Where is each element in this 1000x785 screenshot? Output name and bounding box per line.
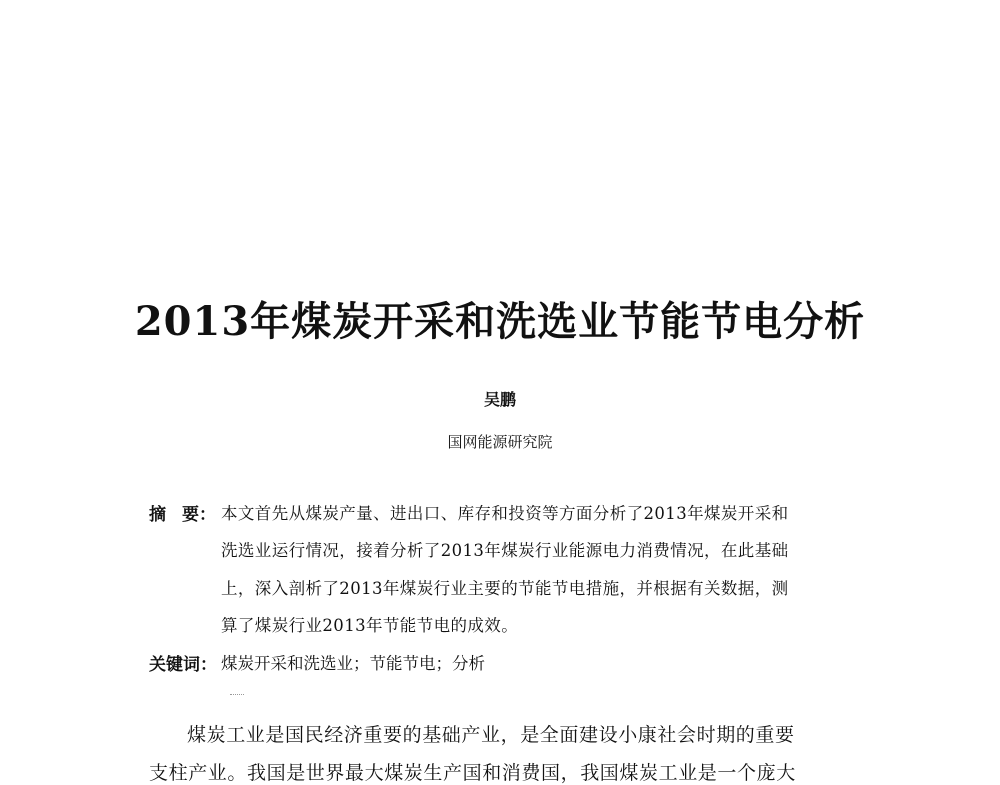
abstract-line-1: 本文首先从煤炭产量、进出口、库存和投资等方面分析了2013年煤炭开采和 [221, 504, 789, 523]
abstract-label-char1: 摘 [149, 505, 166, 525]
author-affiliation: 国网能源研究院 [447, 433, 553, 451]
keywords-label: 关键词： [149, 655, 217, 675]
abstract-line-3: 上，深入剖析了2013年煤炭行业主要的节能节电措施，并根据有关数据，测 [221, 579, 789, 598]
author-name: 吴鹏 [483, 390, 516, 409]
scan-speck [230, 694, 244, 697]
abstract-label-char2: 要： [182, 505, 216, 525]
body-line-1: 煤炭工业是国民经济重要的基础产业，是全面建设小康社会时期的重要 [187, 724, 795, 746]
keywords-text: 煤炭开采和洗选业；节能节电；分析 [221, 654, 485, 673]
abstract-line-4: 算了煤炭行业2013年节能节电的成效。 [221, 616, 519, 635]
paper-title: 2013年煤炭开采和洗选业节能节电分析 [134, 298, 866, 345]
abstract-line-2: 洗选业运行情况，接着分析了2013年煤炭行业能源电力消费情况，在此基础 [221, 541, 789, 560]
abstract-label [149, 500, 221, 525]
body-line-2: 支柱产业。我国是世界最大煤炭生产国和消费国，我国煤炭工业是一个庞大 [149, 762, 796, 784]
